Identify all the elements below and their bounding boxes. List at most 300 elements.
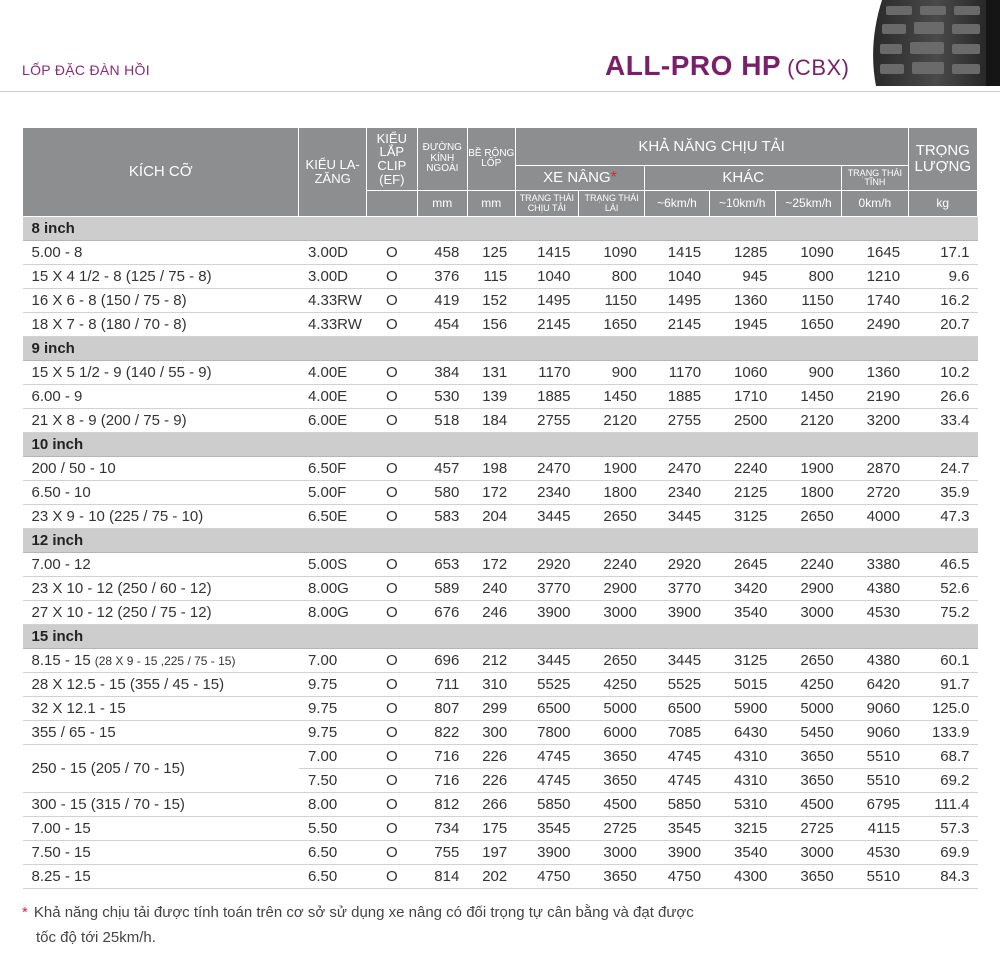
outer-diameter-cell: 454 (417, 313, 467, 337)
load-10kmh-cell: 2125 (709, 481, 775, 505)
weight-cell: 57.3 (908, 817, 977, 841)
load-25kmh-cell: 3650 (775, 745, 841, 769)
forklift-drive-cell: 800 (578, 265, 644, 289)
header-size: KÍCH CỠ (23, 128, 299, 217)
outer-diameter-cell: 589 (417, 577, 467, 601)
load-6kmh-cell: 4750 (645, 865, 709, 889)
outer-diameter-cell: 716 (417, 769, 467, 793)
table-row (23, 577, 978, 601)
clip-cell: O (366, 649, 417, 673)
rim-type-cell: 8.00 (299, 793, 366, 817)
outer-diameter-cell: 814 (417, 865, 467, 889)
weight-cell: 20.7 (908, 313, 977, 337)
static-load-cell: 4530 (842, 601, 908, 625)
unit-weight: kg (908, 191, 977, 217)
width-cell: 300 (467, 721, 515, 745)
size-label: 23 X 9 - 10 (225 / 75 - 10) (31, 508, 204, 525)
header-rim-type: KIỂU LA-ZĂNG (299, 128, 366, 217)
rim-type-cell: 6.50E (299, 505, 366, 529)
rim-type-cell: 9.75 (299, 721, 366, 745)
clip-cell: O (366, 793, 417, 817)
rim-type-cell: 5.50 (299, 817, 366, 841)
size-cell (23, 721, 299, 745)
clip-cell: O (366, 745, 417, 769)
load-10kmh-cell: 4310 (709, 769, 775, 793)
header-clip-type: KIỂU LẮP CLIP (EF) (366, 128, 417, 191)
clip-cell: O (366, 721, 417, 745)
load-6kmh-cell: 2470 (645, 457, 709, 481)
outer-diameter-cell: 530 (417, 385, 467, 409)
static-load-cell: 4000 (842, 505, 908, 529)
width-cell: 184 (467, 409, 515, 433)
size-cell (23, 553, 299, 577)
rim-type-cell: 8.00G (299, 601, 366, 625)
width-cell: 125 (467, 241, 515, 265)
load-10kmh-cell: 5310 (709, 793, 775, 817)
header-forklift (515, 166, 645, 191)
clip-cell: O (366, 457, 417, 481)
load-25kmh-cell: 2650 (775, 505, 841, 529)
table-row (23, 649, 978, 673)
load-10kmh-cell: 1360 (709, 289, 775, 313)
weight-cell: 24.7 (908, 457, 977, 481)
forklift-load-cell: 3900 (515, 841, 578, 865)
load-6kmh-cell: 3545 (645, 817, 709, 841)
rim-type-cell: 7.50 (299, 769, 366, 793)
forklift-drive-cell: 4500 (578, 793, 644, 817)
load-25kmh-cell: 1450 (775, 385, 841, 409)
forklift-label: XE NÂNG (543, 168, 611, 186)
header-driving: TRẠNG THÁI LÁI (578, 191, 644, 217)
width-cell: 172 (467, 553, 515, 577)
load-10kmh-cell: 1945 (709, 313, 775, 337)
outer-diameter-cell: 376 (417, 265, 467, 289)
rim-type-cell: 7.00 (299, 649, 366, 673)
load-10kmh-cell: 1710 (709, 385, 775, 409)
weight-cell: 9.6 (908, 265, 977, 289)
load-25kmh-cell: 5000 (775, 697, 841, 721)
load-25kmh-cell: 1650 (775, 313, 841, 337)
forklift-drive-cell: 2725 (578, 817, 644, 841)
outer-diameter-cell: 457 (417, 457, 467, 481)
outer-diameter-cell: 583 (417, 505, 467, 529)
spec-table (22, 127, 978, 889)
size-cell (23, 265, 299, 289)
load-6kmh-cell: 4745 (645, 745, 709, 769)
size-label: 15 X 5 1/2 - 9 (140 / 55 - 9) (31, 364, 212, 381)
width-cell: 266 (467, 793, 515, 817)
page-header (0, 0, 1000, 92)
outer-diameter-cell: 812 (417, 793, 467, 817)
outer-diameter-cell: 711 (417, 673, 467, 697)
weight-cell: 125.0 (908, 697, 977, 721)
load-25kmh-cell: 1090 (775, 241, 841, 265)
load-25kmh-cell: 900 (775, 361, 841, 385)
load-25kmh-cell: 4500 (775, 793, 841, 817)
static-load-cell: 2870 (842, 457, 908, 481)
forklift-drive-cell: 2240 (578, 553, 644, 577)
load-25kmh-cell: 800 (775, 265, 841, 289)
size-label: 200 / 50 - 10 (31, 460, 116, 477)
forklift-load-cell: 1415 (515, 241, 578, 265)
size-label: 18 X 7 - 8 (180 / 70 - 8) (31, 316, 187, 333)
outer-diameter-cell: 822 (417, 721, 467, 745)
weight-cell: 52.6 (908, 577, 977, 601)
load-6kmh-cell: 1495 (645, 289, 709, 313)
load-6kmh-cell: 3445 (645, 649, 709, 673)
load-25kmh-cell: 3650 (775, 769, 841, 793)
rim-type-cell: 6.50 (299, 841, 366, 865)
rim-type-cell: 4.33RW (299, 289, 366, 313)
clip-cell: O (366, 769, 417, 793)
static-load-cell: 4380 (842, 577, 908, 601)
forklift-load-cell: 2470 (515, 457, 578, 481)
header-load-capacity: KHẢ NĂNG CHỊU TẢI (515, 128, 908, 166)
outer-diameter-cell: 807 (417, 697, 467, 721)
outer-diameter-cell: 419 (417, 289, 467, 313)
forklift-asterisk: * (610, 168, 617, 186)
load-6kmh-cell: 7085 (645, 721, 709, 745)
load-6kmh-cell: 2920 (645, 553, 709, 577)
forklift-drive-cell: 3000 (578, 601, 644, 625)
table-row (23, 289, 978, 313)
static-load-cell: 3380 (842, 553, 908, 577)
load-25kmh-cell: 2240 (775, 553, 841, 577)
size-cell (23, 481, 299, 505)
static-load-cell: 4380 (842, 649, 908, 673)
size-cell (23, 865, 299, 889)
forklift-load-cell: 2145 (515, 313, 578, 337)
forklift-drive-cell: 1150 (578, 289, 644, 313)
size-label: 250 - 15 (205 / 70 - 15) (31, 760, 185, 777)
table-row (23, 673, 978, 697)
weight-cell: 133.9 (908, 721, 977, 745)
width-cell: 152 (467, 289, 515, 313)
forklift-drive-cell: 1450 (578, 385, 644, 409)
rim-type-cell: 5.00S (299, 553, 366, 577)
static-load-cell: 1210 (842, 265, 908, 289)
table-row (23, 385, 978, 409)
load-10kmh-cell: 3215 (709, 817, 775, 841)
forklift-load-cell: 4745 (515, 745, 578, 769)
size-label: 6.50 - 10 (31, 484, 91, 501)
size-label: 300 - 15 (315 / 70 - 15) (31, 796, 185, 813)
size-cell (23, 697, 299, 721)
forklift-load-cell: 5850 (515, 793, 578, 817)
load-25kmh-cell: 2725 (775, 817, 841, 841)
unit-other-25: ~25km/h (775, 191, 841, 217)
forklift-drive-cell: 3000 (578, 841, 644, 865)
weight-cell: 75.2 (908, 601, 977, 625)
load-25kmh-cell: 1900 (775, 457, 841, 481)
clip-cell: O (366, 481, 417, 505)
load-6kmh-cell: 5525 (645, 673, 709, 697)
load-10kmh-cell: 2240 (709, 457, 775, 481)
load-25kmh-cell: 3000 (775, 841, 841, 865)
table-row (23, 265, 978, 289)
weight-cell: 26.6 (908, 385, 977, 409)
forklift-drive-cell: 1800 (578, 481, 644, 505)
product-code: (CBX) (787, 55, 850, 80)
size-label: 32 X 12.1 - 15 (31, 700, 126, 717)
static-load-cell: 5510 (842, 745, 908, 769)
group-row (23, 217, 978, 241)
clip-cell: O (366, 265, 417, 289)
static-load-cell: 1360 (842, 361, 908, 385)
table-row (23, 553, 978, 577)
size-cell (23, 361, 299, 385)
weight-cell: 69.2 (908, 769, 977, 793)
weight-cell: 69.9 (908, 841, 977, 865)
load-6kmh-cell: 2755 (645, 409, 709, 433)
load-10kmh-cell: 1285 (709, 241, 775, 265)
forklift-load-cell: 1040 (515, 265, 578, 289)
forklift-drive-cell: 2120 (578, 409, 644, 433)
rim-type-cell: 3.00D (299, 265, 366, 289)
table-row (23, 505, 978, 529)
load-25kmh-cell: 3000 (775, 601, 841, 625)
forklift-load-cell: 4745 (515, 769, 578, 793)
clip-cell: O (366, 361, 417, 385)
size-label: 8.25 - 15 (31, 868, 91, 885)
clip-cell: O (366, 817, 417, 841)
size-alt-note: (28 X 9 - 15 ,225 / 75 - 15) (94, 654, 236, 668)
outer-diameter-cell: 676 (417, 601, 467, 625)
table-row (23, 409, 978, 433)
size-cell (23, 313, 299, 337)
clip-cell: O (366, 577, 417, 601)
static-load-cell: 2190 (842, 385, 908, 409)
footnote (22, 900, 822, 950)
weight-cell: 16.2 (908, 289, 977, 313)
load-10kmh-cell: 5900 (709, 697, 775, 721)
spec-table-body (23, 217, 978, 889)
group-row (23, 337, 978, 361)
clip-cell: O (366, 289, 417, 313)
width-cell: 226 (467, 745, 515, 769)
width-cell: 212 (467, 649, 515, 673)
clip-cell: O (366, 241, 417, 265)
unit-clip-empty (366, 191, 417, 217)
load-10kmh-cell: 6430 (709, 721, 775, 745)
forklift-load-cell: 2920 (515, 553, 578, 577)
weight-cell: 35.9 (908, 481, 977, 505)
rim-type-cell: 9.75 (299, 673, 366, 697)
load-10kmh-cell: 4300 (709, 865, 775, 889)
weight-cell: 111.4 (908, 793, 977, 817)
rim-type-cell: 4.00E (299, 361, 366, 385)
table-row (23, 697, 978, 721)
outer-diameter-cell: 580 (417, 481, 467, 505)
size-cell (23, 505, 299, 529)
size-cell (23, 841, 299, 865)
forklift-load-cell: 5525 (515, 673, 578, 697)
unit-outer-diameter: mm (417, 191, 467, 217)
size-cell (23, 601, 299, 625)
table-row (23, 793, 978, 817)
forklift-load-cell: 3770 (515, 577, 578, 601)
table-row (23, 313, 978, 337)
static-load-cell: 2490 (842, 313, 908, 337)
outer-diameter-cell: 696 (417, 649, 467, 673)
group-label: 12 inch (23, 529, 978, 553)
static-load-cell: 3200 (842, 409, 908, 433)
rim-type-cell: 6.00E (299, 409, 366, 433)
forklift-drive-cell: 3650 (578, 745, 644, 769)
forklift-load-cell: 7800 (515, 721, 578, 745)
table-row (23, 865, 978, 889)
forklift-load-cell: 1495 (515, 289, 578, 313)
group-row (23, 433, 978, 457)
clip-cell: O (366, 409, 417, 433)
rim-type-cell: 8.00G (299, 577, 366, 601)
width-cell: 240 (467, 577, 515, 601)
product-name: ALL-PRO HP (605, 50, 782, 81)
size-label: 355 / 65 - 15 (31, 724, 116, 741)
width-cell: 246 (467, 601, 515, 625)
size-label: 8.15 - 15 (31, 652, 91, 669)
weight-cell: 17.1 (908, 241, 977, 265)
outer-diameter-cell: 734 (417, 817, 467, 841)
forklift-load-cell: 2755 (515, 409, 578, 433)
clip-cell: O (366, 601, 417, 625)
size-cell (23, 457, 299, 481)
size-label: 16 X 6 - 8 (150 / 75 - 8) (31, 292, 187, 309)
load-6kmh-cell: 2145 (645, 313, 709, 337)
load-6kmh-cell: 2340 (645, 481, 709, 505)
load-6kmh-cell: 1415 (645, 241, 709, 265)
load-25kmh-cell: 4250 (775, 673, 841, 697)
size-cell (23, 385, 299, 409)
header-divider (0, 91, 1000, 92)
forklift-load-cell: 6500 (515, 697, 578, 721)
load-6kmh-cell: 3445 (645, 505, 709, 529)
group-row (23, 529, 978, 553)
unit-other-6: ~6km/h (645, 191, 709, 217)
rim-type-cell: 3.00D (299, 241, 366, 265)
product-title (605, 50, 850, 82)
load-10kmh-cell: 3540 (709, 601, 775, 625)
size-cell (23, 649, 299, 673)
load-25kmh-cell: 2120 (775, 409, 841, 433)
width-cell: 204 (467, 505, 515, 529)
size-label: 7.50 - 15 (31, 844, 91, 861)
header-other: KHÁC (645, 166, 842, 191)
footnote-line-1: Khả năng chịu tải được tính toán trên cơ sở sử dụng xe nâng có đối trọng tự cân bằng và đạt được (33, 904, 694, 921)
load-6kmh-cell: 1040 (645, 265, 709, 289)
size-cell (23, 241, 299, 265)
forklift-drive-cell: 1090 (578, 241, 644, 265)
rim-type-cell: 4.00E (299, 385, 366, 409)
table-row (23, 361, 978, 385)
forklift-drive-cell: 1900 (578, 457, 644, 481)
static-load-cell: 5510 (842, 865, 908, 889)
unit-static: 0km/h (842, 191, 908, 217)
outer-diameter-cell: 458 (417, 241, 467, 265)
table-row (23, 817, 978, 841)
size-label: 7.00 - 12 (31, 556, 91, 573)
clip-cell: O (366, 385, 417, 409)
clip-cell: O (366, 313, 417, 337)
static-load-cell: 9060 (842, 697, 908, 721)
forklift-drive-cell: 1650 (578, 313, 644, 337)
static-load-cell: 5510 (842, 769, 908, 793)
weight-cell: 46.5 (908, 553, 977, 577)
load-6kmh-cell: 1885 (645, 385, 709, 409)
width-cell: 172 (467, 481, 515, 505)
static-load-cell: 4115 (842, 817, 908, 841)
forklift-load-cell: 3445 (515, 649, 578, 673)
forklift-drive-cell: 6000 (578, 721, 644, 745)
load-10kmh-cell: 3125 (709, 505, 775, 529)
load-6kmh-cell: 1170 (645, 361, 709, 385)
size-cell (23, 289, 299, 313)
size-label: 23 X 10 - 12 (250 / 60 - 12) (31, 580, 212, 597)
load-6kmh-cell: 3900 (645, 601, 709, 625)
load-6kmh-cell: 6500 (645, 697, 709, 721)
rim-type-cell: 9.75 (299, 697, 366, 721)
rim-type-cell: 6.50F (299, 457, 366, 481)
header-outer-diameter: ĐƯỜNG KÍNH NGOÀI (417, 128, 467, 191)
footnote-asterisk: * (22, 904, 28, 921)
weight-cell: 68.7 (908, 745, 977, 769)
rim-type-cell: 6.50 (299, 865, 366, 889)
static-load-cell: 9060 (842, 721, 908, 745)
size-label: 21 X 8 - 9 (200 / 75 - 9) (31, 412, 187, 429)
table-row (23, 841, 978, 865)
clip-cell: O (366, 865, 417, 889)
size-label: 5.00 - 8 (31, 244, 83, 261)
table-row (23, 241, 978, 265)
outer-diameter-cell: 716 (417, 745, 467, 769)
group-label: 8 inch (23, 217, 978, 241)
outer-diameter-cell: 384 (417, 361, 467, 385)
load-10kmh-cell: 3125 (709, 649, 775, 673)
load-10kmh-cell: 4310 (709, 745, 775, 769)
forklift-load-cell: 3445 (515, 505, 578, 529)
weight-cell: 60.1 (908, 649, 977, 673)
forklift-load-cell: 1885 (515, 385, 578, 409)
load-10kmh-cell: 2645 (709, 553, 775, 577)
size-cell (23, 793, 299, 817)
width-cell: 198 (467, 457, 515, 481)
load-10kmh-cell: 3420 (709, 577, 775, 601)
width-cell: 131 (467, 361, 515, 385)
table-row (23, 457, 978, 481)
size-label: 15 X 4 1/2 - 8 (125 / 75 - 8) (31, 268, 212, 285)
table-row (23, 721, 978, 745)
weight-cell: 10.2 (908, 361, 977, 385)
width-cell: 310 (467, 673, 515, 697)
width-cell: 156 (467, 313, 515, 337)
size-cell (23, 817, 299, 841)
load-10kmh-cell: 3540 (709, 841, 775, 865)
clip-cell: O (366, 673, 417, 697)
forklift-load-cell: 1170 (515, 361, 578, 385)
load-6kmh-cell: 3770 (645, 577, 709, 601)
size-cell (23, 577, 299, 601)
size-cell (23, 745, 299, 793)
header-static: TRẠNG THÁI TĨNH (842, 166, 908, 191)
load-10kmh-cell: 945 (709, 265, 775, 289)
width-cell: 226 (467, 769, 515, 793)
load-10kmh-cell: 5015 (709, 673, 775, 697)
rim-type-cell: 5.00F (299, 481, 366, 505)
outer-diameter-cell: 518 (417, 409, 467, 433)
table-row (23, 481, 978, 505)
load-25kmh-cell: 1800 (775, 481, 841, 505)
forklift-drive-cell: 900 (578, 361, 644, 385)
